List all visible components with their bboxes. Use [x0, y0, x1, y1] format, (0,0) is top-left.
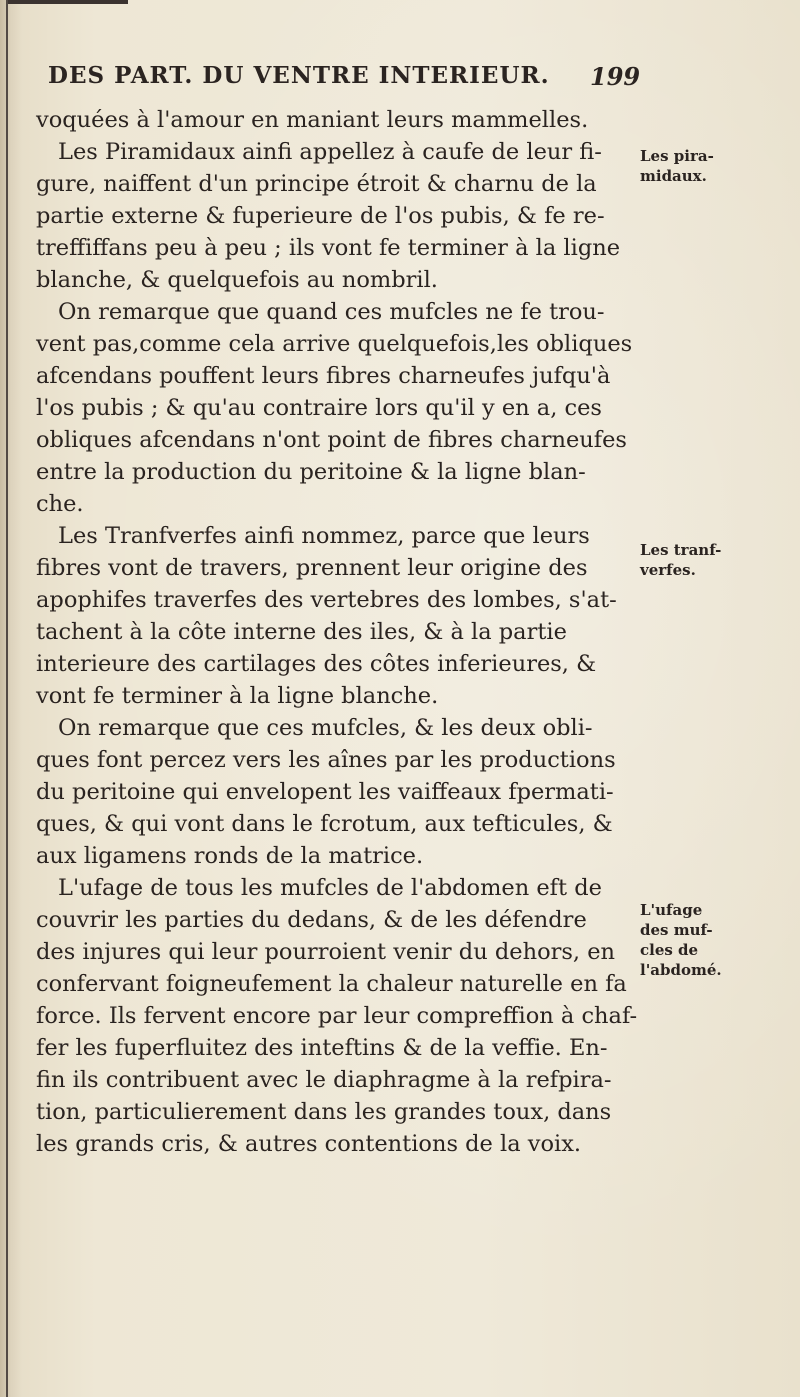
marginal-note-line: midaux.: [640, 167, 707, 185]
marginal-note-line: l'abdomé.: [640, 961, 722, 979]
text-line: apophifes traverfes des vertebres des lombes, s'at-: [36, 587, 617, 613]
text-line: Les Tranfverfes ainfi nommez, parce que leurs: [58, 523, 590, 549]
text-line: ques, & qui vont dans le fcrotum, aux tefticules, &: [36, 811, 613, 837]
text-line: vent pas,comme cela arrive quelquefois,les obliques: [36, 331, 633, 357]
marginal-note-line: des muf-: [640, 921, 713, 939]
text-line: du peritoine qui envelopent les vaiffeaux fpermati-: [36, 779, 614, 805]
text-line: che.: [36, 491, 84, 517]
text-line: aux ligamens ronds de la matrice.: [36, 843, 424, 869]
text-line: On remarque que quand ces mufcles ne fe trou-: [58, 299, 605, 325]
text-line: afcendans pouffent leurs fibres charneufes jufqu'à: [36, 363, 611, 389]
binding-shadow: [0, 0, 22, 1397]
text-line: fin ils contribuent avec le diaphragme à la refpira-: [36, 1067, 612, 1093]
text-line: partie externe & fuperieure de l'os pubis, & fe re-: [36, 203, 605, 229]
marginal-note-piramidaux: [640, 146, 770, 186]
body-text: [36, 104, 636, 1160]
text-line: On remarque que ces mufcles, & les deux obli-: [58, 715, 593, 741]
running-head: DES PART. DU VENTRE INTERIEUR.: [48, 62, 550, 89]
text-line: tachent à la côte interne des iles, & à la partie: [36, 619, 567, 645]
text-line: interieure des cartilages des côtes inferieures, &: [36, 651, 597, 677]
text-line: couvrir les parties du dedans, & de les défendre: [36, 907, 587, 933]
text-line: voquées à l'amour en maniant leurs mammelles.: [36, 107, 589, 133]
marginal-note-ufage: [640, 900, 770, 980]
text-line: fibres vont de travers, prennent leur origine des: [36, 555, 588, 581]
text-line: fer les fuperfluitez des inteftins & de la veffie. En-: [36, 1035, 608, 1061]
marginal-note-line: verfes.: [640, 561, 696, 579]
text-line: entre la production du peritoine & la ligne blan-: [36, 459, 586, 485]
page-edge-rule: [6, 0, 8, 1397]
text-line: L'ufage de tous les mufcles de l'abdomen eft de: [58, 875, 602, 901]
text-line: ques font percez vers les aînes par les productions: [36, 747, 616, 773]
marginal-note-line: cles de: [640, 941, 699, 959]
page-number: 199: [590, 62, 641, 91]
text-line: blanche, & quelquefois au nombril.: [36, 267, 438, 293]
text-line: vont fe terminer à la ligne blanche.: [36, 683, 439, 709]
text-line: treffiffans peu à peu ; ils vont fe terminer à la ligne: [36, 235, 621, 261]
text-line: les grands cris, & autres contentions de la voix.: [36, 1131, 582, 1157]
text-line: obliques afcendans n'ont point de fibres charneufes: [36, 427, 627, 453]
marginal-note-line: L'ufage: [640, 901, 703, 919]
text-line: gure, naiffent d'un principe étroit & charnu de la: [36, 171, 597, 197]
text-line: force. Ils fervent encore par leur compreffion à chaf-: [36, 1003, 638, 1029]
marginal-note-line: Les tranf-: [640, 541, 722, 559]
text-line: des injures qui leur pourroient venir du dehors, en: [36, 939, 616, 965]
marginal-note-line: Les pira-: [640, 147, 714, 165]
text-line: confervant foigneufement la chaleur naturelle en fa: [36, 971, 627, 997]
corner-mark: [8, 0, 128, 4]
text-line: Les Piramidaux ainfi appellez à caufe de leur fi-: [58, 139, 602, 165]
text-line: tion, particulierement dans les grandes toux, dans: [36, 1099, 612, 1125]
text-line: l'os pubis ; & qu'au contraire lors qu'il y en a, ces: [36, 395, 602, 421]
marginal-note-tranfverfes: [640, 540, 770, 580]
